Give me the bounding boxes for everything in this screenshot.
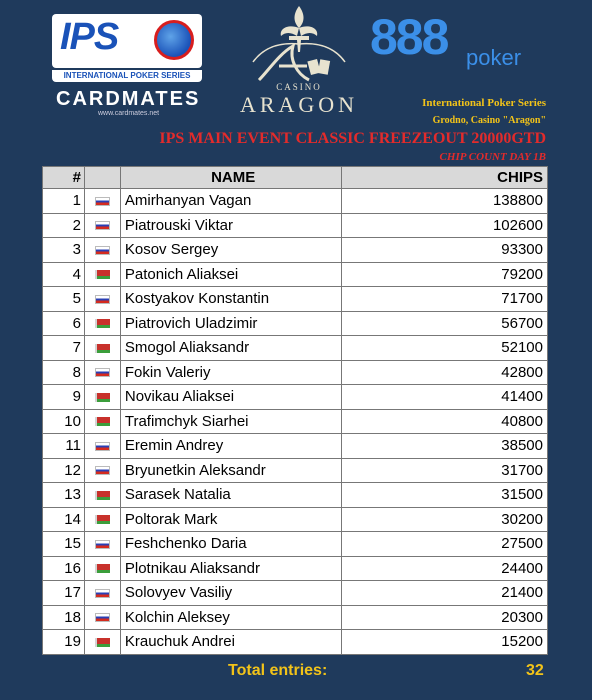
player-name: Solovyev Vasiliy: [120, 581, 342, 606]
chip-count: 102600: [342, 213, 548, 238]
table-row: [43, 311, 548, 336]
table-header-row: [43, 167, 548, 189]
table-row: [43, 189, 548, 214]
flag-cell: [84, 213, 120, 238]
table-row: [43, 581, 548, 606]
total-entries-label: Total entries:: [228, 662, 328, 679]
player-name: Novikau Aliaksei: [120, 385, 342, 410]
player-name: Kostyakov Konstantin: [120, 287, 342, 312]
chip-count: 41400: [342, 385, 548, 410]
flag-ru-icon: [95, 466, 110, 475]
flag-cell: [84, 532, 120, 557]
flag-cell: [84, 287, 120, 312]
chip-count: 56700: [342, 311, 548, 336]
chip-count: 31700: [342, 458, 548, 483]
flag-cell: [84, 409, 120, 434]
player-name: Bryunetkin Aleksandr: [120, 458, 342, 483]
chip-count: 71700: [342, 287, 548, 312]
row-rank: 12: [43, 458, 85, 483]
globe-icon: [154, 20, 194, 60]
chip-count: 21400: [342, 581, 548, 606]
flag-cell: [84, 385, 120, 410]
flag-ru-icon: [95, 368, 110, 377]
flag-cell: [84, 605, 120, 630]
flag-cell: [84, 507, 120, 532]
player-name: Amirhanyan Vagan: [120, 189, 342, 214]
column-header-name: NAME: [120, 167, 342, 189]
row-rank: 3: [43, 238, 85, 263]
table-row: [43, 630, 548, 655]
table-row: [43, 287, 548, 312]
row-rank: 7: [43, 336, 85, 361]
flag-ru-icon: [95, 246, 110, 255]
ips-logo-box: [52, 14, 202, 68]
player-name: Kolchin Aleksey: [120, 605, 342, 630]
table-row: [43, 605, 548, 630]
event-subtitle: CHIP COUNT DAY 1B: [439, 151, 546, 163]
row-rank: 6: [43, 311, 85, 336]
table-row: [43, 262, 548, 287]
flag-by-icon: [95, 515, 110, 524]
chip-count: 27500: [342, 532, 548, 557]
row-rank: 13: [43, 483, 85, 508]
chip-count: 40800: [342, 409, 548, 434]
flag-by-icon: [95, 270, 110, 279]
row-rank: 11: [43, 434, 85, 459]
row-rank: 18: [43, 605, 85, 630]
flag-by-icon: [95, 393, 110, 402]
row-rank: 1: [43, 189, 85, 214]
flag-by-icon: [95, 638, 110, 647]
row-rank: 4: [43, 262, 85, 287]
flag-cell: [84, 556, 120, 581]
flag-cell: [84, 336, 120, 361]
cardmates-url: www.cardmates.net: [98, 110, 160, 117]
flag-ru-icon: [95, 221, 110, 230]
flag-cell: [84, 360, 120, 385]
flag-cell: [84, 630, 120, 655]
table-row: [43, 336, 548, 361]
total-entries-value: 32: [526, 662, 544, 679]
row-rank: 15: [43, 532, 85, 557]
flag-ru-icon: [95, 197, 110, 206]
player-name: Eremin Andrey: [120, 434, 342, 459]
flag-by-icon: [95, 564, 110, 573]
cardmates-logo: CARDMATES: [56, 88, 201, 110]
table-row: [43, 556, 548, 581]
table-row: [43, 385, 548, 410]
casino-name: ARAGON: [239, 92, 359, 117]
chip-count-table: [42, 166, 548, 655]
flag-ru-icon: [95, 442, 110, 451]
flag-by-icon: [95, 491, 110, 500]
ips-logo-subtitle: INTERNATIONAL POKER SERIES: [52, 70, 202, 82]
chip-count: 24400: [342, 556, 548, 581]
888-logo-word: poker: [466, 45, 522, 70]
table-row: [43, 483, 548, 508]
player-name: Piatrouski Viktar: [120, 213, 342, 238]
flag-cell: [84, 262, 120, 287]
chip-count: 93300: [342, 238, 548, 263]
flag-ru-icon: [95, 613, 110, 622]
column-header-chips: CHIPS: [342, 167, 548, 189]
flag-cell: [84, 458, 120, 483]
flag-cell: [84, 189, 120, 214]
chip-count: 79200: [342, 262, 548, 287]
flag-by-icon: [95, 417, 110, 426]
flag-cell: [84, 238, 120, 263]
player-name: Plotnikau Aliaksandr: [120, 556, 342, 581]
table-row: [43, 434, 548, 459]
player-name: Trafimchyk Siarhei: [120, 409, 342, 434]
row-rank: 14: [43, 507, 85, 532]
row-rank: 8: [43, 360, 85, 385]
player-name: Kosov Sergey: [120, 238, 342, 263]
flag-ru-icon: [95, 540, 110, 549]
ips-logo: [52, 14, 202, 82]
casino-aragon-logo: [232, 4, 366, 120]
flag-cell: [84, 434, 120, 459]
casino-label: CASINO: [276, 82, 322, 92]
flag-by-icon: [95, 319, 110, 328]
row-rank: 17: [43, 581, 85, 606]
player-name: Poltorak Mark: [120, 507, 342, 532]
player-name: Piatrovich Uladzimir: [120, 311, 342, 336]
ornate-a-emblem-icon: [249, 40, 349, 84]
player-name: Fokin Valeriy: [120, 360, 342, 385]
player-name: Krauchuk Andrei: [120, 630, 342, 655]
row-rank: 2: [43, 213, 85, 238]
row-rank: 19: [43, 630, 85, 655]
table-row: [43, 409, 548, 434]
chip-count: 138800: [342, 189, 548, 214]
series-name: International Poker Series: [422, 97, 546, 109]
flag-cell: [84, 581, 120, 606]
ips-logo-letters: IPS: [60, 16, 119, 58]
flag-ru-icon: [95, 295, 110, 304]
table-row: [43, 507, 548, 532]
chip-count: 38500: [342, 434, 548, 459]
player-name: Feshchenko Daria: [120, 532, 342, 557]
player-name: Sarasek Natalia: [120, 483, 342, 508]
table-row: [43, 238, 548, 263]
chip-count: 30200: [342, 507, 548, 532]
table-row: [43, 458, 548, 483]
chip-count: 52100: [342, 336, 548, 361]
table-row: [43, 213, 548, 238]
row-rank: 5: [43, 287, 85, 312]
player-name: Patonich Aliaksei: [120, 262, 342, 287]
row-rank: 9: [43, 385, 85, 410]
table-row: [43, 532, 548, 557]
player-name: Smogol Aliaksandr: [120, 336, 342, 361]
event-location: Grodno, Casino "Aragon": [432, 115, 546, 126]
event-title: IPS MAIN EVENT CLASSIC FREEZEOUT 20000GTD: [159, 130, 546, 147]
flag-cell: [84, 311, 120, 336]
chip-count: 20300: [342, 605, 548, 630]
chip-count: 42800: [342, 360, 548, 385]
flag-ru-icon: [95, 589, 110, 598]
table-row: [43, 360, 548, 385]
flag-cell: [84, 483, 120, 508]
column-header-rank: #: [43, 167, 85, 189]
chip-count: 15200: [342, 630, 548, 655]
row-rank: 10: [43, 409, 85, 434]
888-logo-digits: 888: [370, 9, 448, 65]
flag-by-icon: [95, 344, 110, 353]
column-header-flag: [84, 167, 120, 189]
chip-count: 31500: [342, 483, 548, 508]
row-rank: 16: [43, 556, 85, 581]
